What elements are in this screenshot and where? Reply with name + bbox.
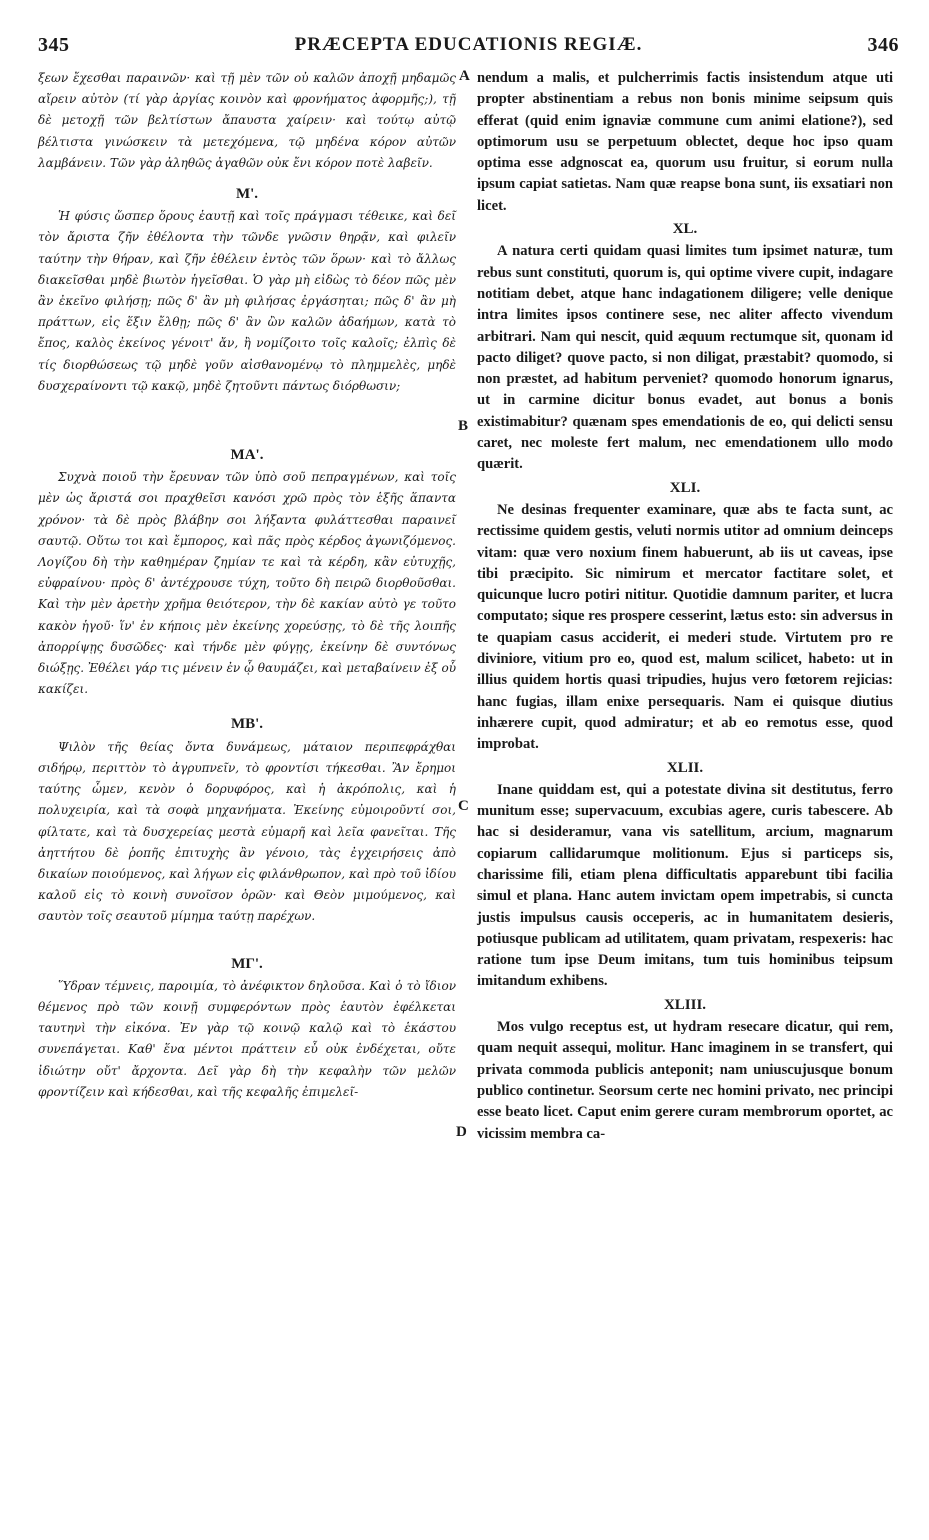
latin-section-41-text: Ne desinas frequenter examinare, quæ abs te facta sunt, ac rectissime quidem gestis, veluti normis utitor ad omnium deinceps vitam: quæ vero noxium finem habuerunt, ab iis ut caveas, ipse tibi præcipito. Sic nimirum et mercator factitare solet, et quicunque lucro potiri nititur. Quotidie damnum pariter, et lucra computato; sique res prospere cesserint, lætus esto: sin adversus in te quapiam casus acciderit, ei mederi stude. Virtutem pro re diviniore, vitium pro eo, quod est, malum scilicet, habeto: ut in illius quidem hortis quasi tripudies, hujus vero fœtorem rejicias: hanc fugias, illam enixe persequaris. Nam ei quisque diutius inhærere cupit, quod admiratur; et ab eo remotus esse, quod improbat. xyxy=(477,501,893,753)
latin-section-40-text: A natura certi quidam quasi limites tum ipsimet naturæ, tum rebus sunt constituti, quorum is, qui optime vivere cupit, indagare notitiam debet, atque hanc indagationem diligere; velle denique intra limites ipsos continere sese, nec aliter affecto vivendum arbitrari. Nam qui nescit, quid æquum rectumque sit, quonam id pacto diliget? quove pacto, si non diligat, præstabit? quomodo, si non præstet, ad habitum perveniet? quomodo honorum ignarus, ut in carmine dicitur bonus evadet, aut bonus a bonis existimabitur? quænam spes emendationis de eo, qui delicti sensu caret, nec moleste fert malum, nec emendationem ullo modo quærit. xyxy=(477,243,893,473)
running-title: PRÆCEPTA EDUCATIONIS REGIÆ. xyxy=(294,34,643,55)
latin-section-41 xyxy=(477,478,893,756)
greek-intro-text: ξεων ἔχεσθαι παραινῶν· καὶ τῇ μὲν τῶν οὐ καλῶν ἀποχῇ μηδαμῶς αἴρειν αὐτὸν (τί γὰρ ἀργίας κοινὸν καὶ φρονήματος ἀφορμῆς;), τῇ δὲ μετοχῇ τῶν βελτίστων ἄπαυστα χαίρειν· καὶ τούτῳ αὐτῷ βέλτιστα γινώσκειν τὰ μετεχόμενα, τῷ μηδένα κόρον αὐτῶν λαμβάνειν. Τῶν γὰρ ἀληθῶς ἀγαθῶν οὐκ ἔνι κόρον ποτὲ λαβεῖν. xyxy=(38,71,456,170)
latin-section-40-number: XL. xyxy=(672,221,698,238)
margin-letter-b: B xyxy=(458,418,469,434)
latin-section-43-text: Mos vulgo receptus est, ut hydram resecare dicatur, qui rem, quam nequit assequi, molitur. Hanc imaginem in se transfert, qui privata commoda publicis anteponit; nam uniuscujusque bonum publico continetur. Seorsum certe nec homini privato, nec principi esse beato licet. Caput enim gerere curam membrorum oportet, ac vicissim membra ca- xyxy=(477,1019,893,1142)
greek-section-40-text: Ἡ φύσις ὥσπερ ὅρους ἑαυτῇ καὶ τοῖς πράγμασι τέθεικε, καὶ δεῖ τὸν ἄριστα ζῆν ἐθέλοντα τὴν τῶνδε γνῶσιν θηρᾷν, καὶ φιλεῖν ταύτην τὴν θήραν, καὶ ζῆν ἐθέλειν ἐντὸς τῶν ὅρων· καὶ τὸ ἄλλως διακεῖσθαι μηδὲ βιωτὸν ἡγεῖσθαι. Ὁ γὰρ μὴ εἰδὼς τὸ δέον πῶς μὲν ἂν ἐκεῖνο φιλήσῃ; πῶς δ' ἂν μὴ φιλήσας ἐργάσηται; πῶς δ' ἂν μὴ πράττων, εἰς ἕξιν ἔλθῃ; πῶς δ' ἂν ὢν καλῶν ἀδαήμων, κατὰ τὸ ἔπος, καλὸς ἐκείνος γένοιτ' ἄν, ἢ νομίζοιτο τοῖς καλοῖς; ἐλπὶς δὲ τίς διορθώσεως τῷ μηδὲ γοῦν αἰσθανομένῳ τὸ πλημμελὲς, μηδὲ δυσχεραίνοντι τῷ κακῷ, μηδὲ ζητοῦντι πάντως διόρθωσιν; xyxy=(38,209,456,393)
greek-section-41 xyxy=(38,445,456,700)
greek-section-43-text: Ὕδραν τέμνεις, παροιμία, τὸ ἀνέφικτον δηλοῦσα. Καὶ ὁ τὸ ἴδιον θέμενος πρὸ τῶν κοινῇ συμφερόντων πρὸς ἑαυτὸν ἐφέλκεται ταυτηνὶ τὴν εἰκόνα. Ἐν γὰρ τῷ κοινῷ καλῷ καὶ τὸ ἑκάστου συνεπάγεται. Καθ' ἕνα μέντοι πράττειν εὖ οὐκ ἐνδέχεται, οὔτε ἰδιώτην οὔτ' ἄρχοντα. Δεῖ γὰρ δὴ τὴν κεφαλὴν τῶν μελῶν φροντίζειν καὶ κήδεσθαι, καὶ τῆς κεφαλῆς ἐπιμελεῖ- xyxy=(38,978,456,1099)
page-number-right: 346 xyxy=(867,33,899,56)
latin-section-42-number: XLII. xyxy=(666,759,704,776)
page-number-left: 345 xyxy=(38,33,70,56)
margin-letter-c: C xyxy=(458,798,469,814)
greek-section-43-number: ΜΓ'. xyxy=(231,955,263,972)
latin-intro xyxy=(477,68,893,217)
greek-section-41-text: Συχνὰ ποιοῦ τὴν ἔρευναν τῶν ὑπὸ σοῦ πεπραγμένων, καὶ τοῖς μὲν ὡς ἄριστά σοι πραχθεῖσι κανόσι χρῶ πρὸς τὸν ἑξῆς ἅπαντα χρόνον· τὰ δὲ πρὸς βλάβην σοι λήξαντα φυλάττεσθαι παραινεῖ σαυτῷ. Οὕτω τοι καὶ ἔμπορος, καὶ πᾶς πρὸς κέρδος ἀγωνιζόμενος. Λογίζου δὴ τὴν καθημέραν ζημίαν τε καὶ τὰ κέρδη, κἂν εὐτυχῇς, εὐφραίνου· πρὸς δ' ἀντέχρουσε τύχη, τοῦτο δὴ πειρῶ διορθοῦσθαι. Καὶ τὴν μὲν ἀρετὴν χρῆμα θειότερον, τὴν δὲ κακίαν αὐτὸ γε τοῦτο κακὸν ἡγοῦ· ἵν' ἐν κήποις μὲν ἐκείνης χορεύσῃς, τὸ δὲ τῆς λοιπῆς ἀπορρίψῃς δυσῶδες· καὶ τήνδε μὲν φύγῃς, ἐκείνην δὲ συντόνως διώξῃς. Ἐθέλει γάρ τις μένειν ἐν ᾧ θαυμάζει, καὶ μεταβαίνειν ἐξ οὗ κακίζει. xyxy=(38,470,456,697)
latin-section-43 xyxy=(477,995,893,1145)
margin-letter-a: A xyxy=(459,68,470,84)
greek-section-42-number: ΜΒ'. xyxy=(230,716,264,733)
latin-section-43-number: XLIII. xyxy=(663,996,707,1013)
margin-letter-d: D xyxy=(456,1124,467,1140)
greek-section-42 xyxy=(38,714,456,927)
greek-section-41-number: ΜΑ'. xyxy=(230,447,264,464)
latin-section-42-text: Inane quiddam est, qui a potestate divina sit destitutus, ferro munitum esse; supervacuum, excubias agere, curis tabescere. Ab hac si desideramur, vana vis satellitum, arcium, magnarum copiarum callidarumque molitionum. Ejus si particeps sis, charissime fili, etiam plena difficultatis apparebunt tibi facilia simul et plana. Hanc autem invictam opem impetrabis, si cuncta justis impulsus causis occeperis, ac in humanitatem desieris, potiusque publicam ad utilitatem, quam privatam, respexeris: hac ratione tum ipse Deum imitans, tum tuis hominibus teipsum imitandum exhibens. xyxy=(477,781,893,990)
greek-section-40 xyxy=(38,184,456,397)
greek-intro xyxy=(38,68,456,174)
latin-intro-text: nendum a malis, et pulcherrimis factis insistendum atque uti propter abstinentiam a rebus non bonis minime seipsum quis efferat (quid enim ignaviæ commune cum animi elatione?), sed optimorum usu se perpetuum oblectet, deque hoc ipso quam optima esse adgnoscat ea, quorum usu fruitur, si eorum nulla ipsum capiat satietas. Nam quæ reapse bona sunt, iis exsatiari non licet. xyxy=(477,70,893,214)
greek-column xyxy=(38,68,456,1103)
latin-section-41-number: XLI. xyxy=(669,479,701,496)
greek-section-40-number: Μ'. xyxy=(235,186,259,203)
greek-section-43 xyxy=(38,954,456,1103)
greek-section-42-text: Ψιλὸν τῆς θείας ὄντα δυνάμεως, μάταιον περιπεφράχθαι σιδήρῳ, περιττὸν τὸ ἀγρυπνεῖν, τὸ φροντίσι τήκεσθαι. Ἂν ἔρημοι ταύτης ὦμεν, κενὸν ὁ δορυφόρος, καὶ ἡ ἀκρόπολις, καὶ ἡ πολυχειρία, καὶ τὰ σοφὰ μηχανήματα. Ἐκείνης εὐμοιροῦντί σοι, φίλτατε, καὶ τὰ δυσχερείας μεστὰ εὐμαρῆ καὶ λεῖα φανεῖται. Τῆς ἀηττήτου δὲ ῥοπῆς ἐπιτυχὴς ἂν γένοιο, τὰς ἐγχειρήσεις ἀπὸ δικαίων ποιούμενος, καὶ λήγων εἰς φιλάνθρωπον, καὶ πρὸ τοῦ ἰδίου καλοῦ εἰς τὸ κοινὴ συνοῖσον ὁρῶν· καὶ Θεὸν μιμούμενος, καὶ σαυτὸν τοῖς σεαυτοῦ μίμημα ταύτῃ παρέχων. xyxy=(38,739,456,924)
running-header xyxy=(38,30,899,60)
latin-column xyxy=(477,68,893,1145)
latin-section-40 xyxy=(477,219,893,476)
latin-section-42 xyxy=(477,758,893,993)
